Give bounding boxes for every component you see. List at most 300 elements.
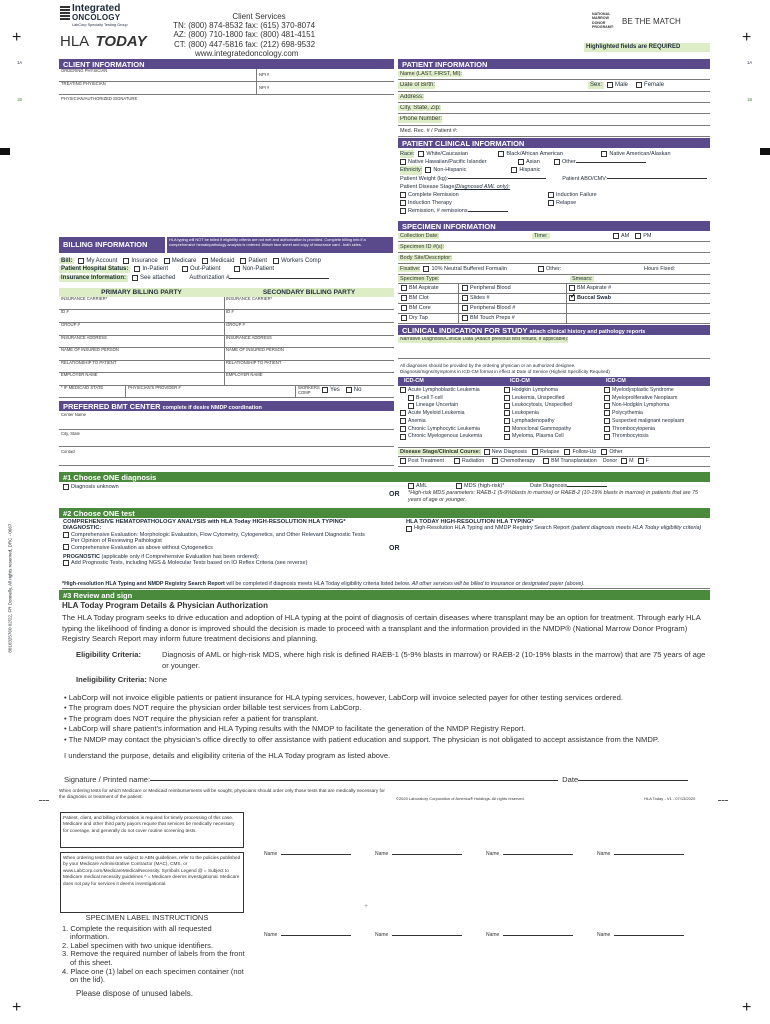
- donor-m-label: M: [629, 458, 634, 465]
- icd-table: [398, 377, 710, 447]
- no-label: No: [353, 387, 362, 393]
- icd-label: Myeloproliferative Neoplasm: [612, 394, 678, 401]
- donor-f-checkbox[interactable]: [638, 458, 644, 464]
- hla-opt-text: [414, 525, 704, 531]
- icd-checkbox[interactable]: [408, 395, 414, 401]
- physician-provider-label[interactable]: PHYSICIAN'S PROVIDER #: [126, 386, 296, 397]
- bill-my-account-checkbox[interactable]: [78, 258, 84, 264]
- footnote-a: *High-resolution HLA Typing and NMDP Registry Search Report: [62, 581, 225, 587]
- label-name-line[interactable]: [503, 854, 573, 855]
- label-name-text: Name: [375, 851, 389, 857]
- review-section: [62, 601, 710, 791]
- instructions-title: SPECIMEN LABEL INSTRUCTIONS: [85, 913, 209, 922]
- label-name-text: Name: [375, 932, 389, 938]
- primary-field-label: RELATIONSHIP TO PATIENT: [61, 361, 117, 365]
- bm-transplantation-checkbox[interactable]: [543, 458, 549, 464]
- icd-label: Lymphadenopathy: [512, 417, 555, 424]
- workers-comp-no-checkbox[interactable]: [346, 387, 352, 393]
- patient-info-section: [398, 69, 710, 139]
- diagnosis-unknown-checkbox[interactable]: [63, 484, 69, 490]
- comp-title: COMPREHENSIVE HEMATOPATHOLOGY ANALYSIS with HLA Today HIGH-RESOLUTION HLA TYPING*: [63, 519, 346, 525]
- medicaid-state-label[interactable]: * IF MEDICAID STATE: [59, 386, 126, 397]
- footnote-b: will be completed if diagnosis meets HLA Today eligibility criteria listed below.: [224, 581, 412, 587]
- aml-checkbox[interactable]: [408, 483, 414, 489]
- crop-mark: +: [12, 999, 22, 1016]
- npi-label[interactable]: NPI #: [259, 85, 270, 90]
- bill-workers-comp-checkbox[interactable]: [273, 258, 279, 264]
- icd-header-2: ICD-CM: [510, 378, 530, 384]
- icd-col-2: [504, 387, 604, 441]
- hospital-status-row: [59, 265, 394, 274]
- buccal-swab-opt: [569, 295, 611, 301]
- label-name: [375, 933, 462, 939]
- phone-field[interactable]: [398, 114, 710, 126]
- aml-label: AML: [416, 483, 428, 489]
- remission-count-line[interactable]: [468, 211, 508, 212]
- city-field[interactable]: [398, 103, 710, 114]
- aml-opt: [408, 483, 607, 489]
- contact-state: TN:: [173, 21, 186, 31]
- clinical-indication-section: [398, 335, 710, 470]
- treatment-row: [398, 457, 710, 467]
- icd-checkbox[interactable]: [400, 434, 406, 440]
- bullet-item: • LabCorp will not invoice eligible patients or patient insurance for HLA typing services, however, LabCorp will invoice selected payer for other testing services ordered.: [64, 693, 623, 702]
- workers-comp-label: WORKERS COMP: [298, 386, 320, 395]
- bill-patient-label: Patient: [248, 257, 268, 264]
- prog-opt-label: Add Prognostic Tests, including NGS & Molecular Tests based on IO Reflex Criteria (see reverse): [71, 560, 308, 567]
- bmt-sub: complete if desire NMDP coordination: [162, 405, 262, 411]
- icd-note-1: All diagnoses should be provided by the ordering physician or an authorized designee.: [400, 363, 576, 368]
- insurance-info-row: [59, 274, 394, 283]
- bill-medicaid-checkbox[interactable]: [202, 258, 208, 264]
- billing-title: BILLING INFORMATION: [59, 237, 165, 253]
- race-hawaiian-label: Native Hawaiian/Pacific Islander: [408, 159, 487, 166]
- npi-label[interactable]: NPI #: [259, 72, 270, 77]
- type-row: [398, 304, 710, 314]
- logo: [60, 3, 140, 31]
- bmt-contact-label: Contact: [61, 450, 76, 454]
- complete-remission-checkbox[interactable]: [400, 192, 406, 198]
- new-diagnosis-label: New Diagnosis: [491, 448, 528, 455]
- secondary-field-label: INSURANCE CARRIER*: [226, 297, 273, 301]
- bill-medicaid-label: Medicaid: [210, 257, 235, 264]
- authorization-line[interactable]: [229, 278, 329, 279]
- icd-item: [604, 387, 710, 395]
- icd-checkbox[interactable]: [604, 426, 610, 432]
- authorization-label: Authorization #: [189, 275, 230, 282]
- bmt-center-field[interactable]: [59, 411, 394, 430]
- icd-label: Acute Lymphoblastic Leukemia: [408, 387, 480, 393]
- test-section: [59, 518, 710, 580]
- ineligibility-label: Ineligibility Criteria:: [76, 675, 147, 684]
- donor-m-checkbox[interactable]: [621, 458, 627, 464]
- body-site-field[interactable]: [398, 253, 710, 264]
- dob-field[interactable]: [398, 80, 710, 92]
- secondary-field-label: GROUP #: [226, 323, 245, 327]
- icd-label: Monoclonal Gammopathy: [512, 425, 572, 432]
- address-label: Address:: [400, 93, 424, 100]
- bm-aspirate-smear-opt: [569, 285, 611, 291]
- icd-note-2: Diagnosis/Signs/Symptoms in ICD-CM format in effect at Date of Service (Highest Specificity Required): [400, 369, 610, 374]
- race-white-label: White/Caucasian: [426, 151, 468, 157]
- slides-opt: [462, 295, 490, 301]
- nmdp-line: DONOR: [592, 20, 606, 25]
- bill-row: [59, 257, 394, 265]
- diagnosis-section: [59, 482, 710, 506]
- mds-checkbox[interactable]: [456, 483, 462, 489]
- icd-checkbox[interactable]: [504, 410, 510, 416]
- secondary-field-label: INSURANCE ADDRESS: [226, 336, 272, 340]
- test-footnote: [62, 581, 710, 589]
- client-services: [170, 12, 330, 58]
- date-line[interactable]: [578, 780, 688, 781]
- prog-opt-checkbox[interactable]: [63, 560, 69, 566]
- insurance-info-label: Insurance Information:: [61, 275, 127, 282]
- medicare-note: When ordering tests for which Medicare or Medicaid reimbursements will be sought, physicians should order only those tests that are medically necessary for the diagnosis or treatment of the patient.: [59, 788, 385, 799]
- employer-row[interactable]: [59, 373, 394, 386]
- icd-checkbox[interactable]: [504, 434, 510, 440]
- bm-clot-checkbox[interactable]: [401, 295, 407, 301]
- insured-name-row[interactable]: [59, 348, 394, 361]
- prognostic-label: PROGNOSTIC: [63, 554, 100, 561]
- required-info-box: Patient, client, and billing information is required for timely processing of this case. Medicare and other third party payors require that services be medically necessary for coverage, and generally do not cover routine screening tests.: [60, 812, 244, 848]
- induction-failure-label: Induction Failure: [556, 192, 597, 199]
- specimen-info-section: [398, 231, 710, 325]
- icd-checkbox[interactable]: [604, 434, 610, 440]
- non-patient-checkbox[interactable]: [234, 266, 240, 272]
- icd-item: [400, 418, 500, 426]
- clinical-info-section: [400, 150, 710, 220]
- induction-therapy-checkbox[interactable]: [400, 200, 406, 206]
- icd-checkbox[interactable]: [408, 403, 414, 409]
- icd-header-1: ICD-CM: [404, 378, 424, 384]
- ds-other-checkbox[interactable]: [601, 449, 607, 455]
- fixative-other-checkbox[interactable]: [538, 266, 544, 272]
- test-or: OR: [389, 545, 400, 552]
- margin-bar: [0, 148, 10, 155]
- specimen-types-grid: [398, 284, 710, 324]
- clinical-indication-label: CLINICAL INDICATION FOR STUDY: [402, 326, 528, 335]
- primary-field-label: EMPLOYER NAME: [61, 373, 98, 377]
- race-label: Race:: [400, 151, 415, 157]
- icd-item: [604, 418, 710, 426]
- secondary-field-label: ID #: [226, 310, 234, 314]
- chemotherapy-checkbox[interactable]: [492, 458, 498, 464]
- dash-mark: [718, 800, 728, 801]
- bullet-item: • The program does NOT require the physician refer a patient for transplant.: [64, 713, 319, 723]
- hla-opt-checkbox[interactable]: [406, 526, 412, 532]
- logo-mark: [60, 5, 70, 20]
- peripheral-blood-label: Peripheral Blood: [470, 285, 511, 292]
- mds-label: MDS (high-risk)*: [464, 483, 505, 489]
- icd-checkbox[interactable]: [400, 387, 406, 393]
- crop-mark: +: [12, 29, 22, 46]
- crop-mark: +: [742, 29, 752, 46]
- instruction-item: 2. Label specimen with two unique identifiers.: [62, 940, 213, 950]
- weight-line[interactable]: [448, 178, 546, 179]
- margin-mark: 1B: [747, 97, 753, 102]
- icd-label: Suspected malignant neoplasm: [612, 417, 685, 424]
- label-name: [264, 852, 351, 858]
- contact-fax: fax: (615) 370-8074: [245, 21, 316, 31]
- signature-label: Signature / Printed name:: [64, 775, 151, 784]
- race-white-checkbox[interactable]: [418, 151, 424, 157]
- bmt-contact-field[interactable]: [59, 447, 394, 466]
- instruction-item: 1. Complete the requisition with all requested information.: [62, 923, 212, 942]
- bill-label: Bill:: [61, 257, 73, 264]
- bm-touch-preps-checkbox[interactable]: [462, 315, 468, 321]
- primary-field-label: ID #: [61, 310, 69, 314]
- pm-checkbox[interactable]: [635, 233, 641, 239]
- bmt-city-field[interactable]: [59, 430, 394, 447]
- bill-insurance-checkbox[interactable]: [123, 258, 129, 264]
- id-row[interactable]: [59, 310, 394, 323]
- race-native-label: Native American/Alaskan: [609, 151, 671, 157]
- ds-relapse-label: Relapse: [540, 448, 560, 455]
- non-hispanic-checkbox[interactable]: [425, 167, 431, 173]
- see-attached-label: See attached: [140, 275, 176, 282]
- label-name: [597, 852, 684, 858]
- race-other-checkbox[interactable]: [554, 159, 560, 165]
- address-field[interactable]: [398, 92, 710, 103]
- in-patient-checkbox[interactable]: [134, 266, 140, 272]
- icd-item: [400, 410, 500, 418]
- diagnosis-or: OR: [389, 491, 400, 498]
- race-hawaiian-checkbox[interactable]: [400, 159, 406, 165]
- icd-checkbox[interactable]: [604, 418, 610, 424]
- program-title: HLA Today Program Details & Physician Authorization: [62, 601, 268, 610]
- dry-tap-checkbox[interactable]: [401, 315, 407, 321]
- type-row: [398, 284, 710, 294]
- male-label: Male: [615, 82, 629, 89]
- hispanic-checkbox[interactable]: [511, 167, 517, 173]
- website[interactable]: www.integratedoncology.com: [195, 48, 299, 58]
- billing-section: [59, 255, 394, 283]
- signature-line[interactable]: [150, 780, 558, 781]
- hla-block: [406, 519, 706, 532]
- label-name: [264, 933, 351, 939]
- form-title-a: HLA: [60, 33, 89, 50]
- copyright: ©2020 Laboratory Corporation of America® Holdings. All rights reserved.: [396, 796, 525, 801]
- fixative-other: [538, 266, 561, 272]
- bullet-item: • LabCorp will share patient's information and HLA Typing results with the NMDP to facilitate the generation of the NMDP Registry Report.: [64, 724, 526, 734]
- icd-item: [604, 402, 710, 410]
- contact-row: [170, 40, 330, 49]
- contact-phone: (800) 447-5816: [188, 39, 243, 49]
- nmdp-line: MARROW: [592, 16, 609, 21]
- icd-checkbox[interactable]: [604, 410, 610, 416]
- ordering-physician-label: ORDERING PHYSICIAN: [59, 69, 257, 81]
- prog-opt: [63, 560, 393, 566]
- bullet-item: • The program does NOT require the physician order billable test services from LabCorp.: [64, 703, 362, 713]
- bm-aspirate-checkbox[interactable]: [401, 285, 407, 291]
- icd-checkbox[interactable]: [604, 395, 610, 401]
- icd-checkbox[interactable]: [504, 387, 510, 393]
- see-attached-checkbox[interactable]: [132, 275, 138, 281]
- icd-label: Leukemia, Unspecified: [512, 394, 565, 401]
- icd-item: [604, 395, 710, 403]
- peripheral-blood-opt: [462, 285, 511, 291]
- icd-checkbox[interactable]: [400, 410, 406, 416]
- icd-checkbox[interactable]: [504, 426, 510, 432]
- eligibility-text: Diagnosis of AML or high-risk MDS, where high risk is defined RAEB-1 (5-9% blasts in marrow) or RAEB-2 (10-19% blasts in the marrow) that are 75 years of age or younger.: [162, 650, 706, 670]
- label-name-line[interactable]: [503, 935, 573, 936]
- primary-party-title: PRIMARY BILLING PARTY: [59, 288, 224, 297]
- comp-opt2-checkbox[interactable]: [63, 544, 69, 550]
- stage-opts-3: [400, 207, 710, 215]
- am-pm-group: [613, 233, 652, 239]
- comp-opt2: [63, 545, 393, 551]
- comp-opt1-checkbox[interactable]: [63, 532, 69, 538]
- ineligibility-row: [76, 676, 167, 685]
- icd-label: Leukocytosis, Unspecified: [512, 402, 572, 409]
- label-name-text: Name: [264, 932, 278, 938]
- label-name-line[interactable]: [281, 935, 351, 936]
- slides-label: Slides #: [470, 295, 490, 302]
- race-asian-checkbox[interactable]: [518, 159, 524, 165]
- bm-touch-preps-opt: [462, 315, 515, 321]
- am-checkbox[interactable]: [613, 233, 619, 239]
- test-title: #2 Choose ONE test: [59, 508, 710, 518]
- patient-name-field[interactable]: [398, 69, 710, 80]
- female-checkbox[interactable]: [636, 82, 642, 88]
- bullet-item: • The NMDP may contact the physician's office directly to offer assistance with patient education and support. The physician is not obligated to accept assistance from the NMDP.: [64, 734, 660, 744]
- nmdp-line: NATIONAL: [592, 12, 611, 16]
- icd-item: [400, 395, 500, 403]
- label-name-line[interactable]: [614, 854, 684, 855]
- bm-transplantation-label: BM Transplantation: [551, 458, 597, 465]
- peripheral-blood-smear-label: Peripheral Blood #: [470, 305, 516, 312]
- instructions-block: [62, 914, 252, 998]
- icd-checkbox[interactable]: [400, 418, 406, 424]
- race-black-label: Black/African American: [506, 151, 563, 157]
- hours-fixed-label: Hours Fixed:: [644, 265, 676, 272]
- formalin-label: 10% Neutral Buffered Formalin: [431, 265, 507, 272]
- body-site-label: Body Site/Descriptor:: [400, 254, 452, 261]
- icd-checkbox[interactable]: [504, 403, 510, 409]
- disease-stage-row: [398, 447, 710, 457]
- ethnicity-row: [400, 166, 710, 174]
- icd-label: Polycythemia: [612, 410, 643, 417]
- buccal-swab-checkbox[interactable]: [569, 295, 575, 301]
- label-name: [486, 933, 573, 939]
- out-patient-checkbox[interactable]: [182, 266, 188, 272]
- yes-label: Yes: [330, 387, 340, 393]
- diagnosis-unknown-opt: [63, 484, 119, 490]
- logo-line1: Integrated: [72, 3, 121, 14]
- icd-label: Chronic Myelogenous Leukemia: [408, 433, 483, 440]
- abo-line[interactable]: [607, 178, 707, 179]
- icd-item: [400, 433, 500, 441]
- footnote-c: All other services will be billed to insurance or designated payer (above).: [411, 581, 585, 587]
- bullet-list: [64, 693, 710, 745]
- city-label: City, State, Zip:: [400, 104, 441, 111]
- hla-opt-note: (patient diagnosis meets HLA Today eligibility criteria): [571, 525, 702, 532]
- non-patient-label: Non-Patient: [242, 266, 275, 273]
- narrative-field[interactable]: [398, 335, 710, 359]
- label-name-text: Name: [486, 932, 500, 938]
- label-name-line[interactable]: [392, 935, 462, 936]
- icd-label: Thrombocytosis: [612, 433, 649, 440]
- primary-field-label: INSURANCE CARRIER*: [61, 297, 108, 301]
- ds-relapse-checkbox[interactable]: [532, 449, 538, 455]
- icd-checkbox[interactable]: [604, 387, 610, 393]
- post-treatment-checkbox[interactable]: [400, 458, 406, 464]
- non-hispanic-label: Non-Hispanic: [433, 167, 467, 174]
- icd-checkbox[interactable]: [400, 426, 406, 432]
- bm-core-opt: [401, 305, 431, 311]
- icd-checkbox[interactable]: [604, 403, 610, 409]
- slides-checkbox[interactable]: [462, 295, 468, 301]
- race-native-checkbox[interactable]: [601, 151, 607, 157]
- workers-comp-yes-no: [322, 387, 361, 394]
- bm-aspirate-smear-checkbox[interactable]: [569, 285, 575, 291]
- relationship-row[interactable]: [59, 361, 394, 373]
- label-name-line[interactable]: [281, 854, 351, 855]
- remission-count-checkbox[interactable]: [400, 208, 406, 214]
- form-title: [60, 33, 147, 50]
- bmt-center-label: Center Name: [61, 413, 86, 417]
- peripheral-blood-smear-checkbox[interactable]: [462, 305, 468, 311]
- label-name-line[interactable]: [614, 935, 684, 936]
- follow-up-checkbox[interactable]: [564, 449, 570, 455]
- workers-comp-yes-checkbox[interactable]: [322, 387, 328, 393]
- icd-checkbox[interactable]: [504, 418, 510, 424]
- bill-workers-comp-label: Workers Comp: [281, 257, 322, 264]
- eligibility-row: [76, 650, 710, 671]
- remission-count-label: Remission, # remissions: [408, 208, 468, 215]
- icd-item: [504, 426, 604, 434]
- med-rec-field[interactable]: [398, 126, 710, 137]
- stage-opts-2: [400, 199, 710, 207]
- required-note: Highlighted fields are REQUIRED: [584, 43, 710, 52]
- bill-patient-checkbox[interactable]: [240, 258, 246, 264]
- bm-core-checkbox[interactable]: [401, 305, 407, 311]
- relapse-label: Relapse: [556, 200, 577, 207]
- smears-label: Smears:: [572, 275, 593, 282]
- signature-label[interactable]: PHYSICIAN/AUTHORIZED SIGNATURE: [61, 97, 138, 101]
- bill-medicare-checkbox[interactable]: [164, 258, 170, 264]
- buccal-swab-label: Buccal Swab: [577, 295, 611, 302]
- logo-tagline: LabCorp Specialty Testing Group: [72, 23, 128, 27]
- race-other-line[interactable]: [576, 162, 646, 163]
- icd-label: Hodgkin Lymphoma: [512, 387, 558, 393]
- radiation-checkbox[interactable]: [454, 458, 460, 464]
- male-checkbox[interactable]: [607, 82, 613, 88]
- icd-label: Non-Hodgkin Lymphoma: [612, 402, 670, 409]
- formalin-checkbox[interactable]: [423, 266, 429, 272]
- induction-failure-checkbox[interactable]: [548, 192, 554, 198]
- stage-opts-1: [400, 191, 710, 199]
- collection-date-field[interactable]: [398, 231, 710, 242]
- race-black-checkbox[interactable]: [498, 151, 504, 157]
- specimen-id-field[interactable]: [398, 242, 710, 253]
- new-diagnosis-checkbox[interactable]: [484, 449, 490, 455]
- group-row[interactable]: [59, 323, 394, 336]
- insurance-address-row[interactable]: [59, 336, 394, 348]
- relapse-checkbox[interactable]: [548, 200, 554, 206]
- diagnostic-label: DIAGNOSTIC:: [63, 525, 102, 532]
- in-patient-label: In-Patient: [142, 266, 169, 273]
- fixative-label: Fixative:: [400, 265, 421, 272]
- date-diagnosis-line[interactable]: [567, 486, 607, 487]
- icd-checkbox[interactable]: [504, 395, 510, 401]
- peripheral-blood-smear-opt: [462, 305, 515, 311]
- label-name-line[interactable]: [392, 854, 462, 855]
- insurance-carrier-row[interactable]: [59, 297, 394, 310]
- hla-opt-label: High-Resolution HLA Typing and NMDP Registry Search Report: [414, 525, 570, 532]
- peripheral-blood-checkbox[interactable]: [462, 285, 468, 291]
